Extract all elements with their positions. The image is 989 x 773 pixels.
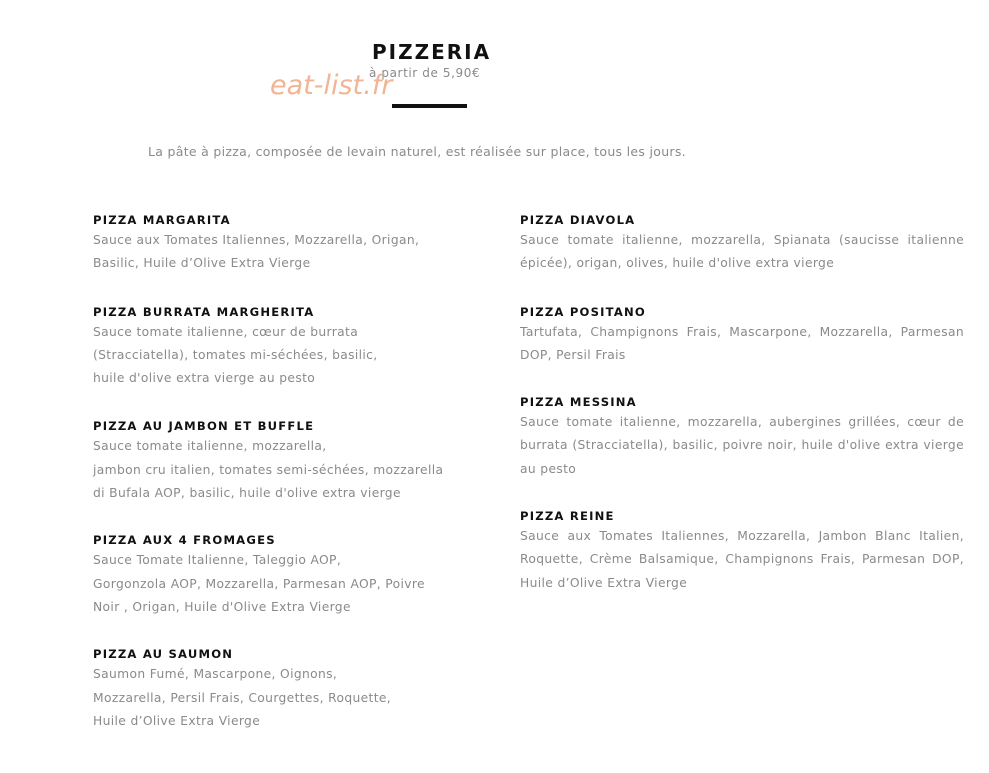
menu-item-description: Sauce tomate italienne, mozzarella, Spianata (saucisse italienne épicée), origan, olives, huile d'olive extra vierge (520, 233, 964, 271)
menu-item-description (93, 549, 459, 619)
desc-line: (Stracciatella), tomates mi-séchées, basilic, (93, 347, 378, 362)
menu-item (93, 303, 459, 391)
menu-item-description (93, 321, 459, 391)
menu-item-description (93, 229, 459, 276)
desc-line: Sauce aux Tomates Italiennes, Mozzarella, Origan, (93, 233, 420, 247)
menu-item (520, 211, 964, 276)
desc-line: Mozzarella, Persil Frais, Courgettes, Roquette, (93, 690, 392, 705)
menu-item (93, 211, 459, 276)
desc-line: Basilic, Huile d’Olive Extra Vierge (93, 256, 311, 271)
menu-item-name: PIZZA AU JAMBON ET BUFFLE (93, 419, 315, 434)
menu-item-name: PIZZA MARGARITA (93, 213, 231, 227)
price-subtitle: à partir de 5,90€ (369, 66, 481, 80)
menu-item (520, 507, 964, 595)
watermark: eat-list.fr (270, 70, 393, 101)
menu-item-name: PIZZA AUX 4 FROMAGES (93, 533, 276, 548)
menu-item-name: PIZZA AU SAUMON (93, 647, 234, 662)
menu-item-name: PIZZA DIAVOLA (520, 213, 636, 227)
menu-item-description: Tartufata, Champignons Frais, Mascarpone, Mozzarella, Parmesan DOP, Persil Frais (520, 324, 964, 362)
page-title: PIZZERIA (372, 40, 492, 64)
menu-item-name: PIZZA BURRATA MARGHERITA (93, 304, 315, 319)
desc-line: Huile d’Olive Extra Vierge (93, 713, 261, 728)
menu-item-description (93, 663, 459, 733)
menu-item-description (93, 435, 459, 505)
menu-item (93, 417, 459, 505)
menu-item (93, 645, 459, 733)
desc-line: Sauce tomate italienne, cœur de burrata (93, 324, 359, 339)
desc-line: huile d'olive extra vierge au pesto (93, 371, 316, 386)
menu-item (520, 393, 964, 481)
desc-line: Saumon Fumé, Mascarpone, Oignons, (93, 667, 338, 682)
menu-item (93, 531, 459, 619)
desc-line: Noir , Origan, Huile d'Olive Extra Vierge (93, 599, 351, 614)
menu-item-name: PIZZA POSITANO (520, 304, 646, 319)
menu-item (520, 303, 964, 368)
title-underline (392, 104, 467, 108)
desc-line: di Bufala AOP, basilic, huile d'olive extra vierge (93, 486, 401, 501)
menu-item-name: PIZZA MESSINA (520, 395, 637, 410)
menu-item-name: PIZZA REINE (520, 509, 615, 524)
menu-item-description: Sauce tomate italienne, mozzarella, aubergines grillées, cœur de burrata (Stracciatella), basilic, poivre noir, huile d'olive extra vierge au pesto (520, 415, 964, 476)
menu-item-description: Sauce aux Tomates Italiennes, Mozzarella, Jambon Blanc Italien, Roquette, Crème Balsamique, Champignons Frais, Parmesan DOP, Huile d’Olive Extra Vierge (520, 529, 964, 590)
menu-column-right (520, 211, 964, 595)
desc-line: Gorgonzola AOP, Mozzarella, Parmesan AOP, Poivre (93, 576, 425, 591)
desc-line: jambon cru italien, tomates semi-séchées, mozzarella (93, 462, 444, 477)
intro-text: La pâte à pizza, composée de levain naturel, est réalisée sur place, tous les jours. (148, 144, 686, 159)
desc-line: Sauce Tomate Italienne, Taleggio AOP, (93, 553, 342, 568)
menu-column-left (93, 211, 459, 733)
desc-line: Sauce tomate italienne, mozzarella, (93, 439, 327, 454)
